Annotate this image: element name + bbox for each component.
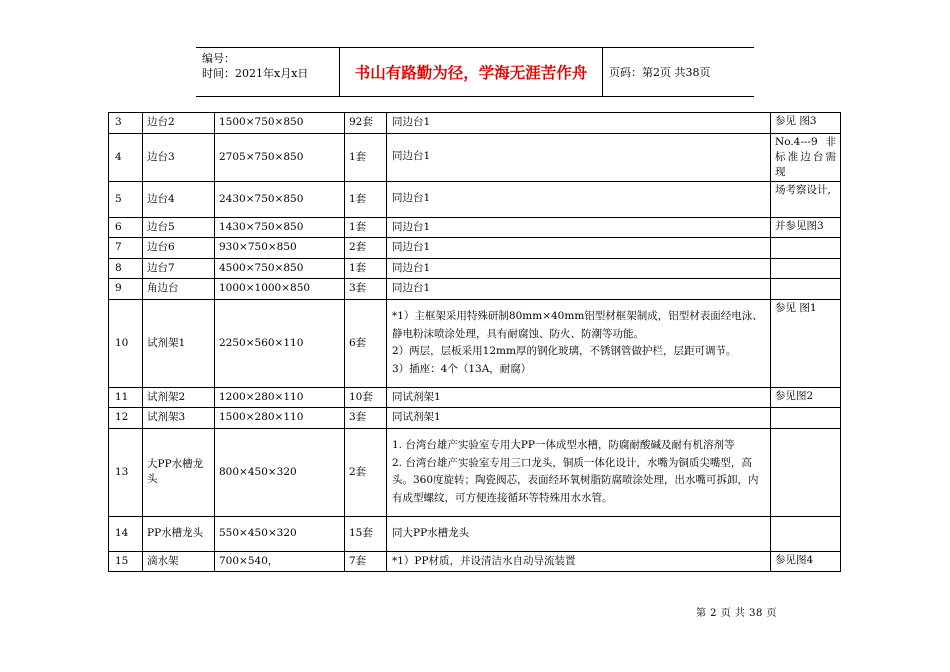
description-line: *1）主框架采用特殊研制80mm×40mm铝型材框架制成，铝型材表面经电泳、静电粉沫喷涂处理，具有耐腐蚀、防火、防潮等功能。: [392, 310, 763, 340]
item-description: [387, 551, 771, 572]
item-description: [387, 428, 771, 516]
table-row: [109, 551, 841, 572]
description-line: 2）两层，层板采用12mm厚的钢化玻璃，不锈钢管做护栏，层距可调节。: [392, 345, 737, 357]
page-footer: 第 2 页 共 38 页: [696, 608, 777, 619]
item-quantity: 92套: [345, 113, 387, 134]
item-note: [771, 238, 841, 259]
item-size: 1000×1000×850: [215, 279, 345, 300]
header-page-label: 页码：第2页 共38页: [609, 66, 711, 79]
item-name: 试剂架2: [143, 387, 215, 408]
item-size: 4500×750×850: [215, 258, 345, 279]
item-description: [387, 258, 771, 279]
item-note: 场考察设计,: [771, 181, 841, 217]
item-description: [387, 408, 771, 429]
table-row: [109, 516, 841, 551]
item-quantity: 2套: [345, 428, 387, 516]
item-size: 1500×750×850: [215, 113, 345, 134]
row-number: 4: [109, 133, 143, 181]
item-description: [387, 217, 771, 238]
item-name: 边台2: [143, 113, 215, 134]
table-row: [109, 387, 841, 408]
description-line: 同边台1: [392, 116, 431, 128]
item-quantity: 6套: [345, 299, 387, 387]
item-description: [387, 238, 771, 259]
description-line: 同大PP水槽龙头: [392, 526, 470, 539]
description-line: 同边台1: [392, 220, 431, 233]
item-description: [387, 113, 771, 134]
item-size: 550×450×320: [215, 516, 345, 551]
row-number: 8: [109, 258, 143, 279]
item-quantity: 10套: [345, 387, 387, 408]
item-name: 滴水架: [143, 551, 215, 572]
equipment-table: [108, 112, 841, 572]
table-row: [109, 238, 841, 259]
item-note: [771, 516, 841, 551]
row-number: 5: [109, 181, 143, 217]
item-name: PP水槽龙头: [143, 516, 215, 551]
item-name: 大PP水槽龙头: [143, 428, 215, 516]
row-number: 9: [109, 279, 143, 300]
item-description: [387, 181, 771, 217]
item-note: [771, 258, 841, 279]
item-note: 参见图4: [771, 551, 841, 572]
table-row: [109, 258, 841, 279]
description-line: 同试剂架1: [392, 411, 441, 423]
item-note: 参见 图1: [771, 299, 841, 387]
table-row: [109, 113, 841, 134]
description-line: 同边台1: [392, 241, 431, 253]
description-line: 同试剂架1: [392, 390, 441, 403]
item-size: 700×540，: [215, 551, 345, 572]
item-name: 试剂架3: [143, 408, 215, 429]
item-quantity: 7套: [345, 551, 387, 572]
item-size: 1430×750×850: [215, 217, 345, 238]
item-description: [387, 299, 771, 387]
item-quantity: 15套: [345, 516, 387, 551]
item-quantity: 3套: [345, 408, 387, 429]
table-row: [109, 133, 841, 181]
header-meta: [196, 48, 339, 96]
table-row: [109, 299, 841, 387]
row-number: 13: [109, 428, 143, 516]
row-number: 15: [109, 551, 143, 572]
description-line: 同边台1: [392, 282, 431, 294]
page-header: [196, 47, 754, 97]
item-size: 2705×750×850: [215, 133, 345, 181]
table-row: [109, 279, 841, 300]
item-size: 2430×750×850: [215, 181, 345, 217]
item-quantity: 1套: [345, 258, 387, 279]
table-row: [109, 181, 841, 217]
item-quantity: 1套: [345, 217, 387, 238]
item-size: 2250×560×110: [215, 299, 345, 387]
item-name: 试剂架1: [143, 299, 215, 387]
item-size: 930×750×850: [215, 238, 345, 259]
item-name: 角边台: [143, 279, 215, 300]
number-label: 编号：: [202, 52, 235, 65]
item-quantity: 1套: [345, 133, 387, 181]
row-number: 7: [109, 238, 143, 259]
table-row: [109, 217, 841, 238]
row-number: 11: [109, 387, 143, 408]
item-name: 边台6: [143, 238, 215, 259]
table-row: [109, 428, 841, 516]
time-label: 时间：2021年x月x日: [202, 67, 309, 80]
description-line: *1）PP材质，并设清洁水自动导流装置: [392, 554, 576, 567]
item-size: 800×450×320: [215, 428, 345, 516]
item-name: 边台3: [143, 133, 215, 181]
header-motto: 书山有路勤为径，学海无涯苦作舟: [339, 48, 603, 96]
item-description: [387, 387, 771, 408]
item-quantity: 1套: [345, 181, 387, 217]
description-line: 同边台1: [392, 192, 431, 205]
item-size: 1500×280×110: [215, 408, 345, 429]
item-note: No.4---9 非标准边台需现: [771, 133, 841, 181]
item-note: 参见 图3: [771, 113, 841, 134]
row-number: 10: [109, 299, 143, 387]
item-description: [387, 133, 771, 181]
item-name: 边台4: [143, 181, 215, 217]
item-description: [387, 279, 771, 300]
item-name: 边台5: [143, 217, 215, 238]
item-note: [771, 279, 841, 300]
item-quantity: 2套: [345, 238, 387, 259]
item-note: [771, 408, 841, 429]
row-number: 14: [109, 516, 143, 551]
item-note: [771, 428, 841, 516]
row-number: 12: [109, 408, 143, 429]
item-name: 边台7: [143, 258, 215, 279]
description-line: 2. 台湾台雄产实验室专用三口龙头，铜质一体化设计，水嘴为铜质尖嘴型，高头。360度旋转；陶瓷阀芯，表面经环氧树脂防腐喷涂处理，出水嘴可拆卸，内有成型螺纹，可方便连接循环等特殊用水水管。: [392, 456, 759, 504]
table-row: [109, 408, 841, 429]
item-note: 参见图2: [771, 387, 841, 408]
description-line: 同边台1: [392, 261, 431, 274]
row-number: 6: [109, 217, 143, 238]
row-number: 3: [109, 113, 143, 134]
item-note: 并参见图3: [771, 217, 841, 238]
description-line: 同边台1: [392, 150, 431, 163]
description-line: 1. 台湾台雄产实验室专用大PP一体成型水槽，防腐耐酸碱及耐有机溶剂等: [392, 439, 735, 451]
item-description: [387, 516, 771, 551]
description-line: 3）插座：4个（13A，耐腐）: [392, 362, 532, 375]
item-quantity: 3套: [345, 279, 387, 300]
item-size: 1200×280×110: [215, 387, 345, 408]
